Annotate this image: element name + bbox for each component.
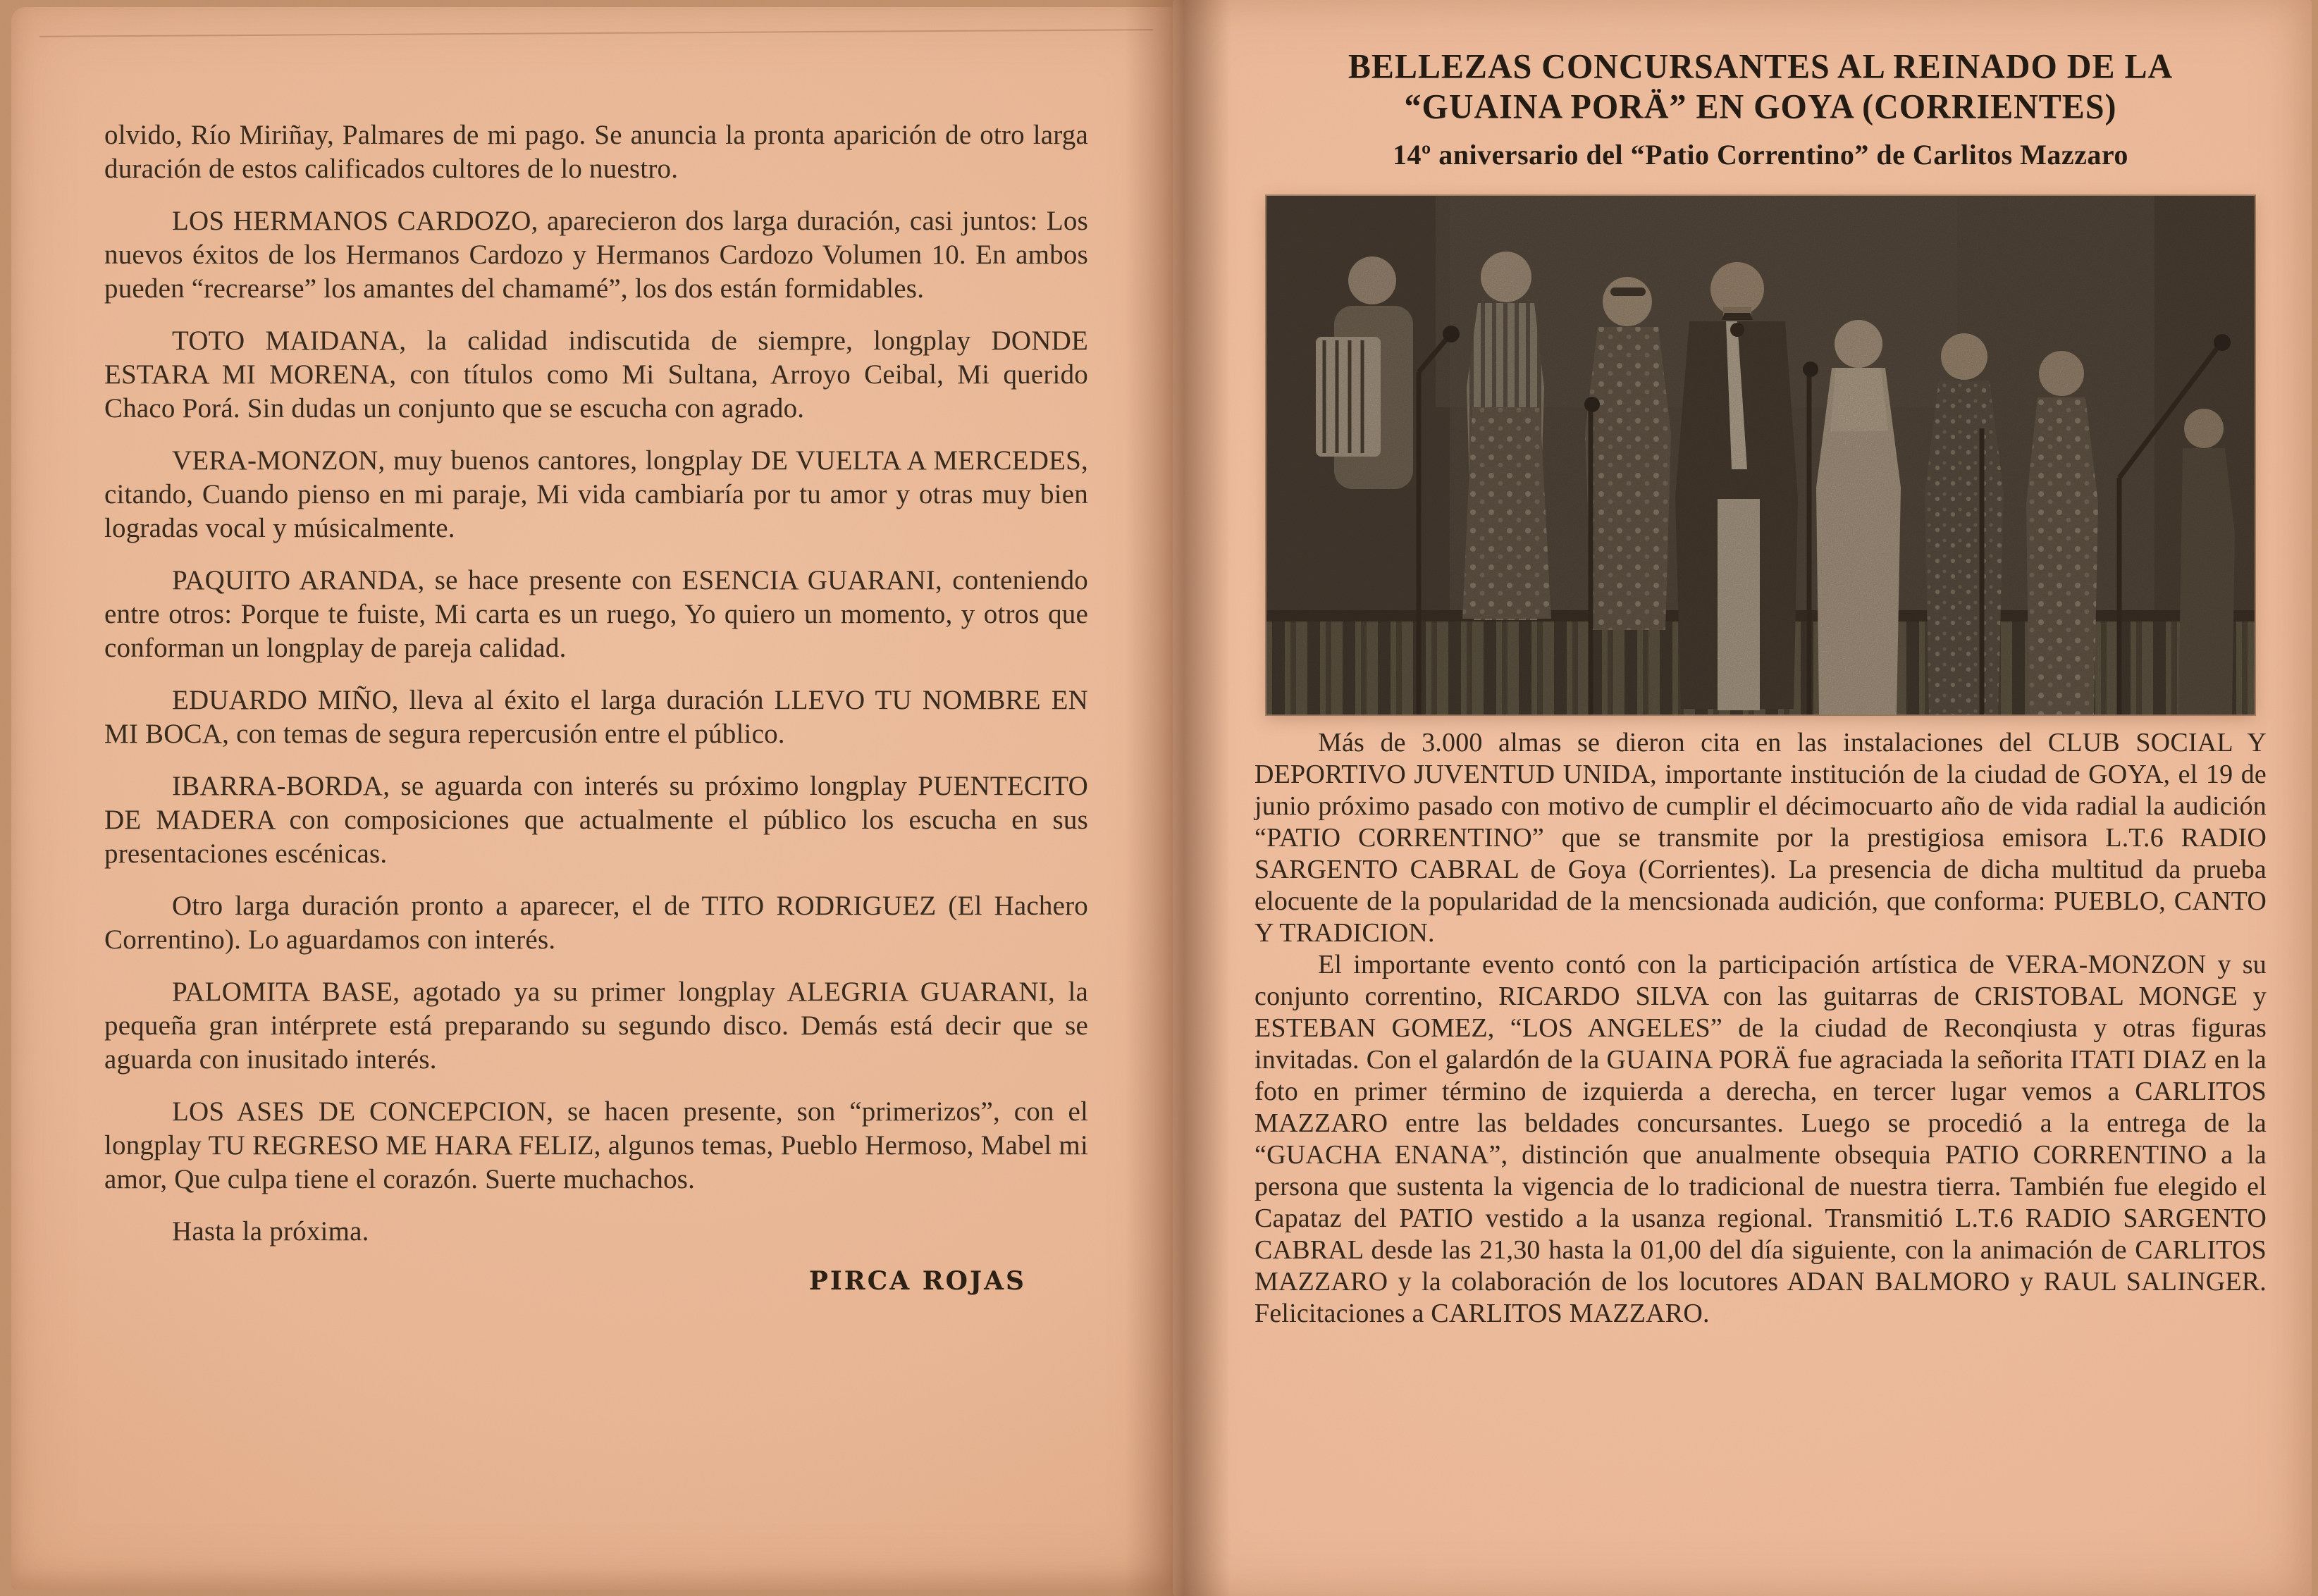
right-page-text-column	[1254, 727, 2267, 1330]
paragraph-evento: El importante evento contó con la participación artística de VERA-MONZON y su conjunto correntino, RICARDO SILVA con las guitarras de CRISTOBAL MONGE y ESTEBAN GOMEZ, “LOS ANGELES” de la ciudad de Reconqiusta y otras figuras invitadas. Con el galardón de la GUAINA PORÄ fue agraciada la señorita ITATI DIAZ en la foto en primer término de izquierda a derecha, en tercer lugar vemos a CARLITOS MAZZARO entre las beldades concursantes. Luego se procedió a la entrega de la “GUACHA ENANA”, distinción que anualmente obsequia PATIO CORRENTINO a la persona que sustenta la vigencia de lo tradicional de nuestra tierra. También fue elegido el Capataz del PATIO vestido a la usanza regional. Transmitió L.T.6 RADIO SARGENTO CABRAL desde las 21,30 hasta la 01,00 del día siguiente, con la animación de CARLITOS MAZZARO y la colaboración de los locutores ADAN BALMORO y RAUL SALINGER. Felicitaciones a CARLITOS MAZZARO.	[1254, 950, 2267, 1328]
article-subtitle: 14º aniversario del “Patio Correntino” de Carlitos Mazzaro	[1393, 139, 2128, 171]
stage-photo	[1266, 196, 2255, 715]
paragraph-eduardo-mino: EDUARDO MIÑO, lleva al éxito el larga duración LLEVO TU NOMBRE EN MI BOCA, con temas de segura repercusión entre el público.	[104, 685, 1088, 749]
paragraph-ibarra-borda: IBARRA-BORDA, se aguarda con interés su próximo longplay PUENTECITO DE MADERA con composiciones que actualmente el público los escucha en sus presentaciones escénicas.	[104, 771, 1088, 869]
closing-line: Hasta la próxima.	[172, 1216, 369, 1247]
right-page-content	[1254, 47, 2267, 1330]
paragraph-toto-maidana: TOTO MAIDANA, la calidad indiscutida de siempre, longplay DONDE ESTARA MI MORENA, con títulos como Mi Sultana, Arroyo Ceibal, Mi querido Chaco Porá. Sin dudas un conjunto que se escucha con agrado.	[104, 326, 1088, 423]
article-title-line-2: “GUAINA PORÄ” EN GOYA (CORRIENTES)	[1404, 87, 2117, 127]
left-page-text-column	[104, 118, 1088, 1298]
paragraph-continuation: olvido, Río Miriñay, Palmares de mi pago. Se anuncia la pronta aparición de otro larga duración de estos calificados cultores de lo nuestro.	[104, 120, 1088, 184]
paragraph-ases-de-concepcion: LOS ASES DE CONCEPCION, se hacen presente, son “primerizos”, con el longplay TU REGRESO ME HARA FELIZ, algunos temas, Pueblo Hermoso, Mabel mi amor, Que culpa tiene el corazón. Suerte muchachos.	[104, 1096, 1088, 1194]
paragraph-tito-rodriguez: Otro larga duración pronto a aparecer, el de TITO RODRIGUEZ (El Hachero Correntino). Lo aguardamos con interés.	[104, 891, 1088, 955]
author-signature: PIRCA ROJAS	[808, 1266, 1026, 1296]
stage-photo-graphic	[1266, 196, 2255, 715]
paragraph-palomita-base: PALOMITA BASE, agotado ya su primer longplay ALEGRIA GUARANI, la pequeña gran intérprete está preparando su segundo disco. Demás está decir que se aguarda con inusitado interés.	[104, 977, 1088, 1075]
article-title-line-1: BELLEZAS CONCURSANTES AL REINADO DE LA	[1348, 47, 2174, 87]
paragraph-vera-monzon: VERA-MONZON, muy buenos cantores, longplay DE VUELTA A MERCEDES, citando, Cuando pienso en mi paraje, Mi vida cambiaría por tu amor y otras muy bien logradas vocal y músicalmente.	[104, 445, 1088, 543]
paragraph-club-social: Más de 3.000 almas se dieron cita en las instalaciones del CLUB SOCIAL Y DEPORTIVO JUVENTUD UNIDA, importante institución de la ciudad de GOYA, el 19 de junio próximo pasado con motivo de cumplir el décimocuarto año de vida radial la audición “PATIO CORRENTINO” que se transmite por la prestigiosa emisora L.T.6 RADIO SARGENTO CABRAL de Goya (Corrientes). La presencia de dicha multitud da prueba elocuente de la popularidad de la mencsionada audición, que conforma: PUEBLO, CANTO Y TRADICION.	[1254, 728, 2267, 948]
right-page	[1173, 0, 2312, 1596]
paragraph-hermanos-cardozo: LOS HERMANOS CARDOZO, aparecieron dos larga duración, casi juntos: Los nuevos éxitos de los Hermanos Cardozo y Hermanos Cardozo Volumen 10. En ambos pueden “recrearse” los amantes del chamamé”, los dos están formidables.	[104, 206, 1088, 304]
left-page	[11, 7, 1173, 1590]
paragraph-paquito-aranda: PAQUITO ARANDA, se hace presente con ESENCIA GUARANI, conteniendo entre otros: Porque te fuiste, Mi carta es un ruego, Yo quiero un momento, y otros que conforman un longplay de pareja calidad.	[104, 565, 1088, 663]
paper-crease	[39, 29, 1153, 37]
